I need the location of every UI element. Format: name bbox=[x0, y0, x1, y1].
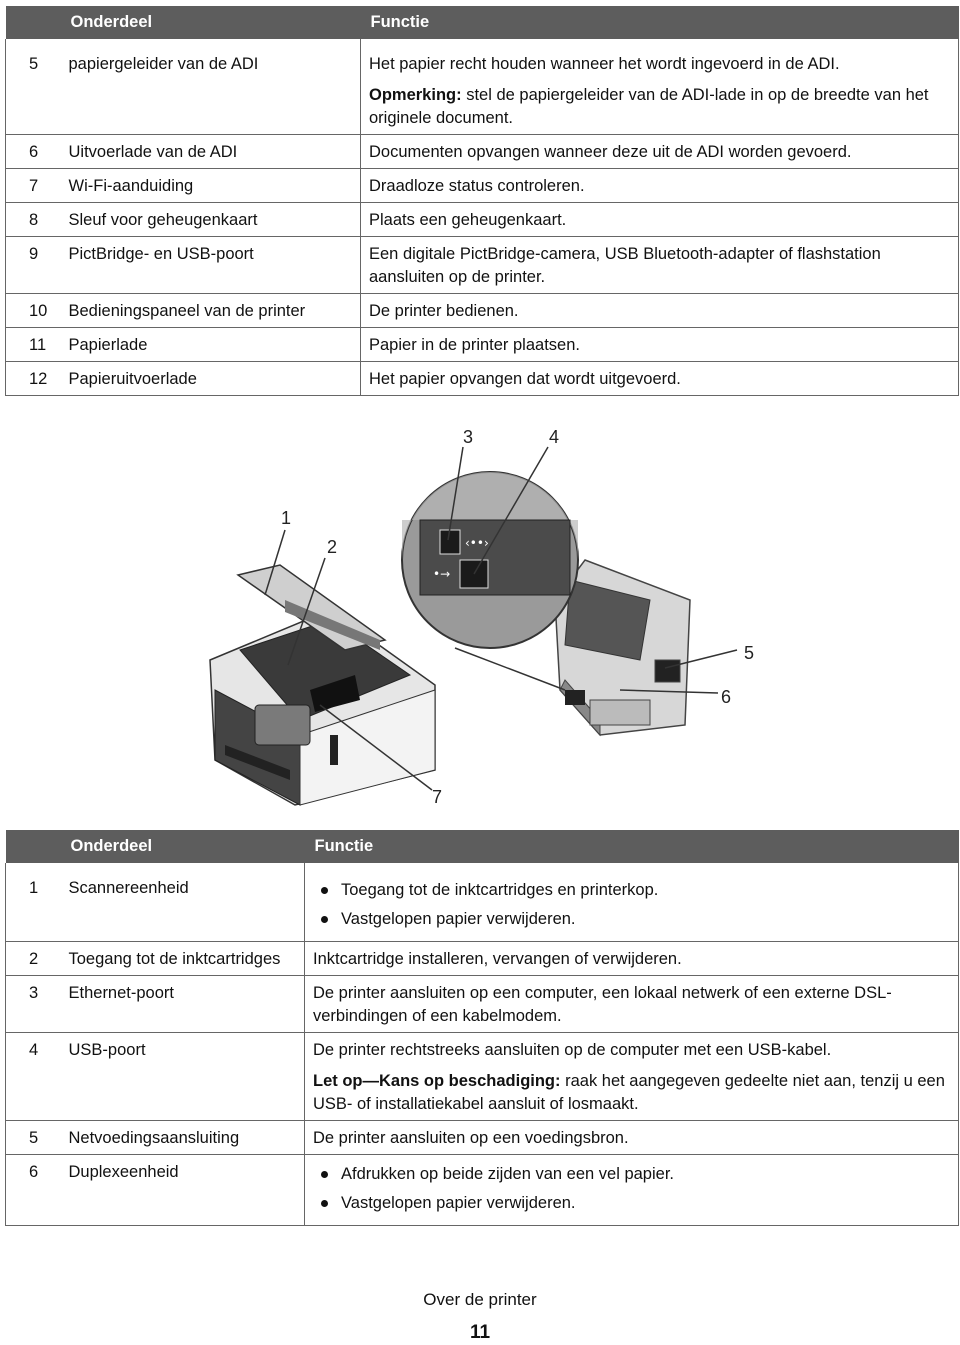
note-text: stel de papiergeleider van de ADI-lade in op de breedte van het originele document. bbox=[369, 86, 929, 127]
printer-illustration bbox=[200, 420, 780, 815]
header-part: Onderdeel bbox=[61, 830, 305, 863]
row-part: Scannereenheid bbox=[61, 863, 305, 942]
table-row bbox=[6, 942, 959, 976]
port-detail-circle bbox=[402, 472, 578, 690]
table-row bbox=[6, 169, 959, 203]
parts-table-bottom bbox=[5, 830, 959, 1226]
row-number: 6 bbox=[6, 1155, 61, 1226]
row-number: 5 bbox=[6, 1121, 61, 1155]
table-row bbox=[6, 1033, 959, 1121]
note bbox=[369, 84, 950, 130]
ethernet-port-icon bbox=[440, 530, 460, 554]
row-part: Duplexeenheid bbox=[61, 1155, 305, 1226]
row-part: Ethernet-poort bbox=[61, 976, 305, 1033]
row-function bbox=[361, 39, 959, 135]
callout-7: 7 bbox=[432, 787, 443, 807]
row-part: USB-poort bbox=[61, 1033, 305, 1121]
table-row bbox=[6, 135, 959, 169]
row-function bbox=[305, 1155, 959, 1226]
row-number: 10 bbox=[6, 294, 61, 328]
row-function: Draadloze status controleren. bbox=[361, 169, 959, 203]
row-function: Plaats een geheugenkaart. bbox=[361, 203, 959, 237]
parts-table-top bbox=[5, 6, 959, 396]
row-number: 2 bbox=[6, 942, 61, 976]
row-function: Het papier opvangen dat wordt uitgevoerd. bbox=[361, 362, 959, 396]
callout-4: 4 bbox=[549, 427, 560, 447]
row-function: Papier in de printer plaatsen. bbox=[361, 328, 959, 362]
row-part: papiergeleider van de ADI bbox=[61, 39, 361, 135]
row-function bbox=[305, 863, 959, 942]
row-number: 1 bbox=[6, 863, 61, 942]
table-row bbox=[6, 39, 959, 135]
bullet-item: Afdrukken op beide zijden van een vel papier. bbox=[313, 1163, 950, 1186]
bullet-item: Vastgelopen papier verwijderen. bbox=[313, 908, 950, 931]
note-text: raak het aangegeven gedeelte niet aan, tenzij u een USB- of installatiekabel aansluit of losmaakt. bbox=[313, 1072, 945, 1113]
callout-2: 2 bbox=[327, 537, 338, 557]
table-header-row bbox=[6, 830, 959, 863]
row-part: Toegang tot de inktcartridges bbox=[61, 942, 305, 976]
row-part: Wi-Fi-aanduiding bbox=[61, 169, 361, 203]
row-function: De printer aansluiten op een voedingsbron. bbox=[305, 1121, 959, 1155]
page-number: 11 bbox=[469, 1322, 491, 1343]
table-row bbox=[6, 863, 959, 942]
row-function bbox=[305, 1033, 959, 1121]
row-function: De printer aansluiten op een computer, een lokaal netwerk of een externe DSL-verbindingen of een kabelmodem. bbox=[305, 976, 959, 1033]
function-text: De printer rechtstreeks aansluiten op de computer met een USB-kabel. bbox=[313, 1041, 832, 1059]
header-function: Functie bbox=[361, 6, 959, 39]
row-number: 4 bbox=[6, 1033, 61, 1121]
row-number: 12 bbox=[6, 362, 61, 396]
table-row bbox=[6, 203, 959, 237]
table-row bbox=[6, 237, 959, 294]
warning-note bbox=[313, 1070, 950, 1116]
table-row bbox=[6, 328, 959, 362]
row-number: 11 bbox=[6, 328, 61, 362]
row-function: Een digitale PictBridge-camera, USB Bluetooth-adapter of flashstation aansluiten op de printer. bbox=[361, 237, 959, 294]
callout-3: 3 bbox=[463, 427, 474, 447]
table-row bbox=[6, 1155, 959, 1226]
row-part: Papierlade bbox=[61, 328, 361, 362]
row-function: Documenten opvangen wanneer deze uit de ADI worden gevoerd. bbox=[361, 135, 959, 169]
callout-1: 1 bbox=[281, 508, 292, 528]
row-number: 5 bbox=[6, 39, 61, 135]
row-part: Bedieningspaneel van de printer bbox=[61, 294, 361, 328]
row-function: Inktcartridge installeren, vervangen of verwijderen. bbox=[305, 942, 959, 976]
bullet-item: Toegang tot de inktcartridges en printerkop. bbox=[313, 879, 950, 902]
table-header-row bbox=[6, 6, 959, 39]
row-part: PictBridge- en USB-poort bbox=[61, 237, 361, 294]
table-row bbox=[6, 362, 959, 396]
svg-text:‹••›: ‹••› bbox=[465, 536, 489, 550]
row-number: 9 bbox=[6, 237, 61, 294]
callout-6: 6 bbox=[721, 687, 732, 707]
table-row bbox=[6, 976, 959, 1033]
row-number: 6 bbox=[6, 135, 61, 169]
row-function: De printer bedienen. bbox=[361, 294, 959, 328]
function-text: Het papier recht houden wanneer het wordt ingevoerd in de ADI. bbox=[369, 55, 840, 73]
svg-text:•→: •→ bbox=[433, 567, 451, 581]
row-part: Uitvoerlade van de ADI bbox=[61, 135, 361, 169]
table-row bbox=[6, 294, 959, 328]
row-part: Netvoedingsaansluiting bbox=[61, 1121, 305, 1155]
note-label: Let op—Kans op beschadiging: bbox=[313, 1072, 561, 1090]
row-number: 7 bbox=[6, 169, 61, 203]
bullet-item: Vastgelopen papier verwijderen. bbox=[313, 1192, 950, 1215]
callout-5: 5 bbox=[744, 643, 755, 663]
row-part: Sleuf voor geheugenkaart bbox=[61, 203, 361, 237]
header-part: Onderdeel bbox=[61, 6, 361, 39]
footer-section-title: Over de printer bbox=[423, 1290, 537, 1309]
table-row bbox=[6, 1121, 959, 1155]
header-function: Functie bbox=[305, 830, 959, 863]
note-label: Opmerking: bbox=[369, 86, 462, 104]
row-number: 3 bbox=[6, 976, 61, 1033]
row-number: 8 bbox=[6, 203, 61, 237]
row-part: Papieruitvoerlade bbox=[61, 362, 361, 396]
